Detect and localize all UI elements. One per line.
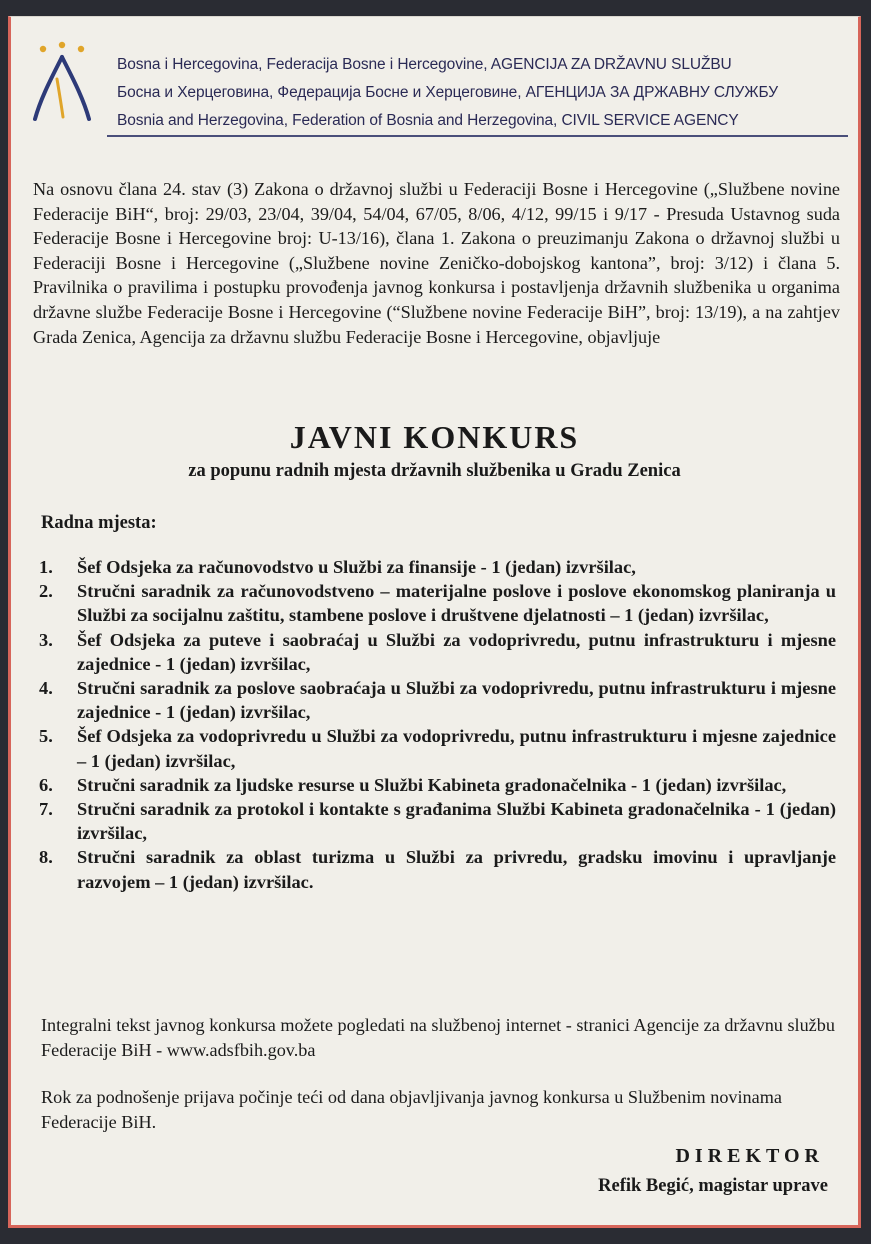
list-item <box>39 845 836 893</box>
list-item <box>39 555 836 579</box>
agency-name-latin: Bosna i Hercegovina, Federacija Bosne i Hercegovine, AGENCIJA ZA DRŽAVNU SLUŽBU <box>117 56 732 73</box>
deadline-paragraph: Rok za podnošenje prijava počinje teći od dana objavljivanja javnog konkursa u Službenim novinama Federacije BiH. <box>41 1087 782 1132</box>
positions-list <box>39 555 836 894</box>
list-item-text: Šef Odsjeka za računovodstvo u Službi za finansije - 1 (jedan) izvršilac, <box>77 557 636 577</box>
list-item <box>39 579 836 627</box>
list-item-text: Stručni saradnik za računovodstveno – materijalne poslove i poslove ekonomskog planiranja u Službi za socijalnu zaštitu, stambene poslove i društvene djelatnosti – 1 (jedan) izvršilac, <box>77 581 836 626</box>
header-divider <box>107 135 848 137</box>
notice-subtitle: za popunu radnih mjesta državnih službenika u Gradu Zenica <box>188 461 681 481</box>
notice-title: JAVNI KONKURS <box>289 419 580 455</box>
agency-header <box>21 27 848 139</box>
agency-name-english: Bosnia and Herzegovina, Federation of Bosnia and Herzegovina, CIVIL SERVICE AGENCY <box>117 112 739 129</box>
list-item <box>39 628 836 676</box>
list-item-text: Stručni saradnik za oblast turizma u Službi za privredu, gradsku imovinu i upravljanje razvojem – 1 (jedan) izvršilac. <box>77 847 836 892</box>
list-item-text: Šef Odsjeka za vodoprivredu u Službi za vodoprivredu, putnu infrastrukturu i mjesne zajednice – 1 (jedan) izvršilac, <box>77 726 836 771</box>
list-item-number: 2. <box>39 581 53 602</box>
list-item-text: Stručni saradnik za ljudske resurse u Službi Kabineta gradonačelnika - 1 (jedan) izvršilac, <box>77 774 787 795</box>
list-item-text: Stručni saradnik za poslove saobraćaja u Službi za vodoprivredu, putnu infrastrukturu i mjesne zajednice - 1 (jedan) izvršilac, <box>77 678 836 723</box>
list-item <box>39 724 836 772</box>
list-item-number: 4. <box>39 678 53 699</box>
list-item-number: 3. <box>39 629 53 650</box>
list-item-text: Šef Odsjeka za puteve i saobraćaj u Službi za vodoprivredu, putnu infrastrukturu i mjesne zajednice - 1 (jedan) izvršilac, <box>77 629 836 674</box>
integral-text-paragraph: Integralni tekst javnog konkursa možete pogledati na službenoj internet - stranici Agencije za državnu službu Federacije BiH - www.adsfbih.gov.ba <box>41 1015 835 1060</box>
signatory-role: DIREKTOR <box>675 1145 824 1167</box>
agency-logo-icon <box>27 39 97 125</box>
signatory-name: Refik Begić, magistar uprave <box>598 1176 828 1196</box>
list-item <box>39 797 836 845</box>
agency-name-lines <box>117 51 848 135</box>
list-item-number: 8. <box>39 847 53 868</box>
list-item <box>39 676 836 724</box>
list-item <box>39 773 836 797</box>
list-item-number: 1. <box>39 557 53 577</box>
signature-block <box>598 1141 828 1201</box>
positions-heading: Radna mjesta: <box>41 513 157 533</box>
list-item-number: 6. <box>39 774 53 795</box>
legal-basis-paragraph: Na osnovu člana 24. stav (3) Zakona o državnoj službi u Federaciji Bosne i Hercegovine („Službene novine Federacije BiH“, broj: 29/03, 23/04, 39/04, 54/04, 67/05, 8/06, 4/12, 99/15 i 9/17 - Presuda Ustavnog suda Federacije Bosne i Hercegovine broj: U-13/16), člana 1. Zakona o preuzimanju Zakona o državnoj službi u Federaciji Bosne i Hercegovine („Službene novine Zeničko-dobojskog kantona”, broj: 3/12) i člana 5. Pravilnika o pravilima i postupku provođenja javnog konkursa i postavljenja državnih službenika u organima državne službe Federacije Bosne i Hercegovine (“Službene novine Federacije BiH”, broj: 13/19), a na zahtjev Grada Zenica, Agencija za državnu službu Federacije Bosne i Hercegovine, objavljuje <box>33 179 840 347</box>
agency-name-cyrillic: Босна и Херцеговина, Федерација Босне и Херцеговине, АГЕНЦИЈА ЗА ДРЖАВНУ СЛУЖБУ <box>117 84 778 101</box>
list-item-number: 7. <box>39 799 53 820</box>
list-item-number: 5. <box>39 726 53 747</box>
list-item-text: Stručni saradnik za protokol i kontakte s građanima Službi Kabineta gradonačelnika - 1 (jedan) izvršilac, <box>77 799 836 844</box>
newspaper-notice <box>8 16 861 1228</box>
